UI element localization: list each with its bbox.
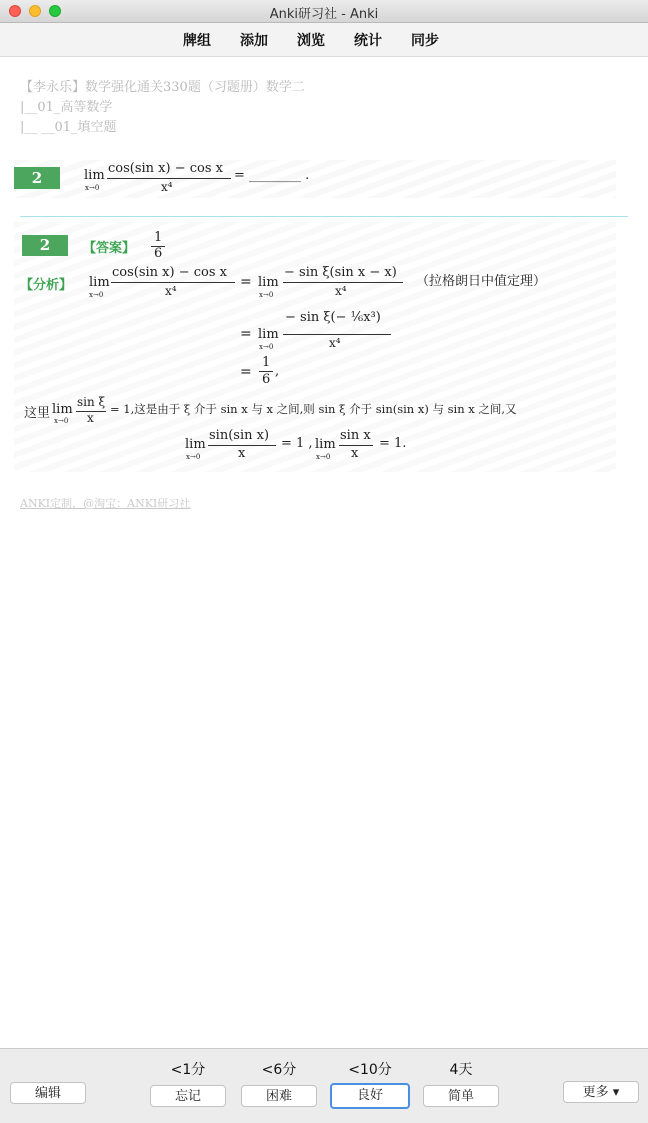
limit-symbol: lim [315, 437, 336, 452]
lagrange-note: （拉格朗日中值定理） [416, 274, 547, 289]
hard-button[interactable]: 困难 [241, 1085, 317, 1107]
deck-breadcrumb [20, 78, 305, 138]
easy-button[interactable]: 简单 [423, 1085, 499, 1107]
more-button[interactable]: 更多 ▾ [563, 1081, 639, 1103]
step1-numerator: cos(sin x) − cos x [112, 265, 227, 280]
explanation-prefix: 这里 [24, 406, 51, 421]
good-button[interactable]: 良好 [330, 1083, 410, 1109]
limit-symbol: lim [84, 168, 105, 183]
question-numerator: cos(sin x) − cos x [108, 161, 223, 176]
main-toolbar [0, 23, 648, 57]
limit-subscript: x→0 [85, 184, 100, 192]
window-title: Anki研习社 - Anki [269, 7, 379, 22]
fraction-bar [283, 282, 403, 283]
limit-symbol: lim [258, 275, 279, 290]
again-button[interactable]: 忘记 [150, 1085, 226, 1107]
interval-easy: 4天 [449, 1062, 473, 1078]
explanation-text: = 1,这是由于 ξ 介于 sin x 与 x 之间,则 sin ξ 介于 sin(sin x) 与 sin x 之间,又 [110, 402, 517, 416]
final-denominator-2: x [351, 446, 359, 461]
answer-numerator: 1 [154, 230, 163, 245]
interval-good: <10分 [348, 1062, 392, 1078]
limit-symbol: lim [258, 327, 279, 342]
limit-subscript: x→0 [54, 417, 69, 425]
question-denominator: x⁴ [161, 180, 173, 194]
result-comma: , [275, 364, 280, 379]
answer-denominator: 6 [154, 246, 163, 261]
custom-footer-link[interactable]: ANKI定制，@淘宝：ANKI研习社 [20, 497, 191, 510]
toolbar-decks[interactable]: 牌组 [183, 33, 211, 49]
equals-sign: = [240, 326, 252, 342]
final-denominator-1: x [238, 446, 246, 461]
review-bottom-bar [0, 1048, 648, 1123]
question-blank: = ________ . [234, 168, 310, 183]
limit-symbol: lim [89, 275, 110, 290]
limit-subscript: x→0 [259, 343, 274, 351]
breadcrumb-line: 【李永乐】数学强化通关330题（习题册）数学二 [20, 80, 305, 95]
answer-divider [20, 216, 628, 217]
fraction-bar [107, 178, 231, 179]
limit-subscript: x→0 [186, 453, 201, 461]
toolbar-add[interactable]: 添加 [240, 33, 268, 49]
explanation-denominator: x [87, 411, 94, 425]
edit-button[interactable]: 编辑 [10, 1082, 86, 1104]
equals-sign: = [240, 364, 252, 380]
final-equals-2: = 1. [379, 436, 407, 451]
breadcrumb-line: |__ __01_填空题 [20, 120, 117, 135]
fraction-bar [283, 334, 391, 335]
result-numerator: 1 [262, 355, 271, 370]
interval-again: <1分 [170, 1062, 206, 1078]
limit-subscript: x→0 [259, 291, 274, 299]
answer-number-badge: 2 [22, 235, 68, 256]
analysis-label: 【分析】 [20, 278, 73, 293]
step2-denominator: x⁴ [329, 336, 341, 350]
limit-subscript: x→0 [89, 291, 104, 299]
explanation-numerator: sin ξ [77, 395, 106, 409]
equals-sign: = [240, 274, 252, 290]
title-bar [0, 0, 648, 23]
answer-image [14, 222, 616, 472]
limit-symbol: lim [185, 437, 206, 452]
toolbar-browse[interactable]: 浏览 [297, 33, 325, 49]
question-number-badge: 2 [14, 167, 60, 189]
interval-hard: <6分 [261, 1062, 297, 1078]
final-numerator-1: sin(sin x) [209, 428, 270, 443]
fraction-bar [111, 282, 235, 283]
limit-symbol: lim [52, 402, 73, 417]
result-denominator: 6 [262, 372, 271, 387]
step1-right-numerator: − sin ξ(sin x − x) [284, 265, 397, 280]
breadcrumb-line: |__01_高等数学 [20, 100, 113, 115]
step2-numerator: − sin ξ(− ⅙x³) [285, 310, 381, 325]
step1-denominator: x⁴ [165, 284, 177, 298]
toolbar-stats[interactable]: 统计 [354, 33, 382, 49]
answer-label: 【答案】 [83, 241, 136, 256]
step1-right-denominator: x⁴ [335, 284, 347, 298]
final-equals-1: = 1 , [281, 436, 313, 451]
toolbar-sync[interactable]: 同步 [411, 33, 439, 49]
limit-subscript: x→0 [316, 453, 331, 461]
final-numerator-2: sin x [340, 428, 371, 443]
